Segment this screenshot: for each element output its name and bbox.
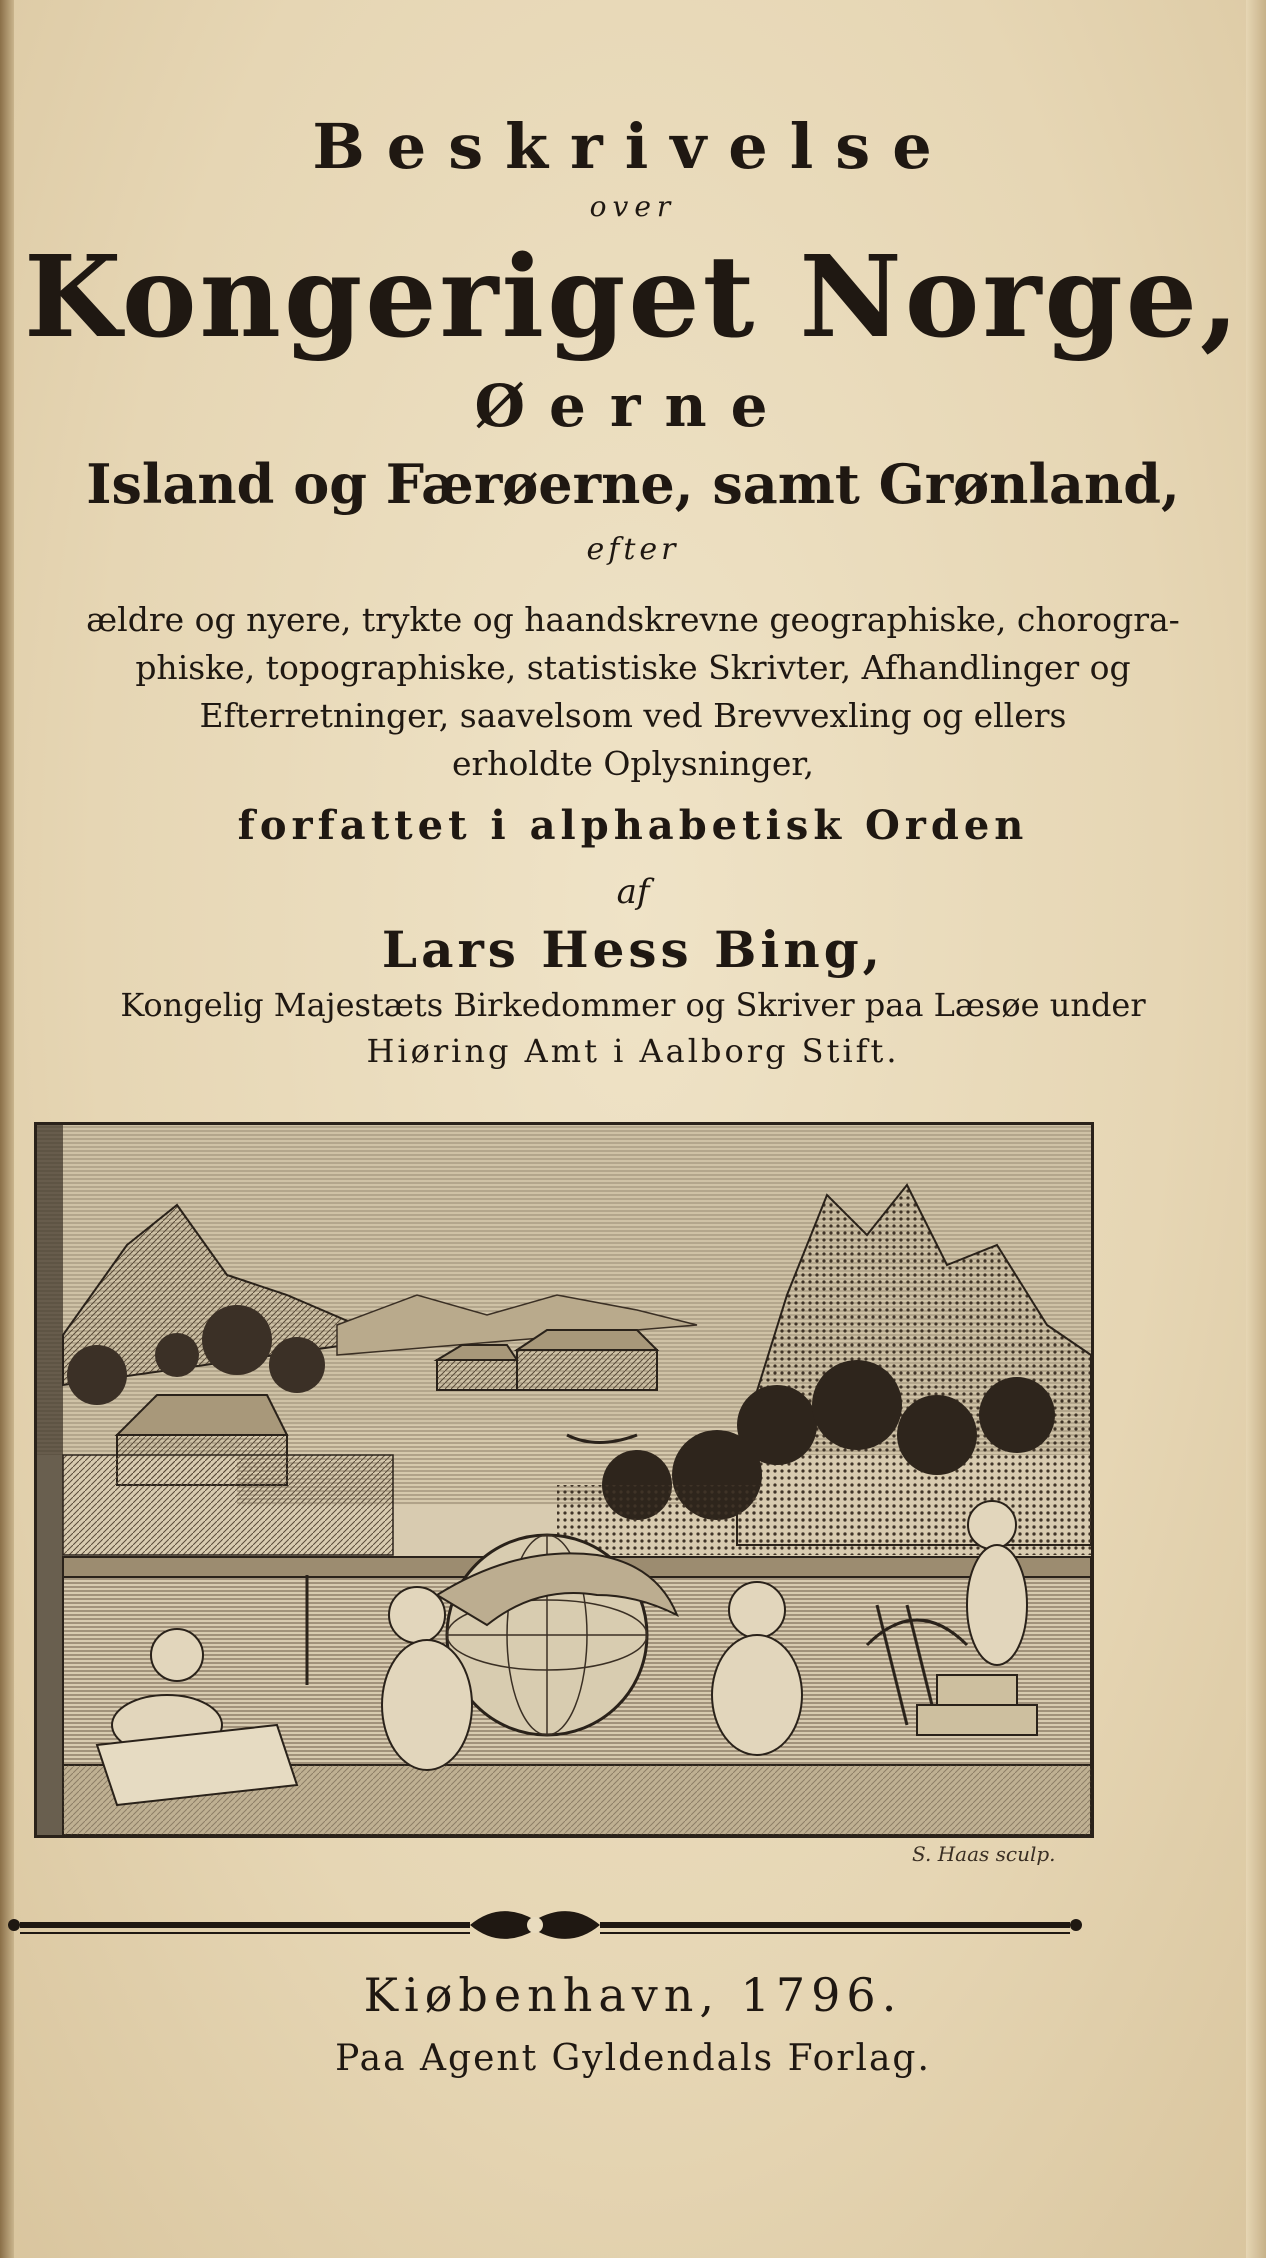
subtitle-line-2: phiske, topographiske, statistiske Skrivter, Afhandlinger og (135, 648, 1131, 687)
imprint-place-date: Kiøbenhavn, 1796. (363, 1968, 903, 2022)
subtitle-line-1: ældre og nyere, trykte og haandskrevne geographiske, chorogra- (86, 600, 1180, 639)
subtitle-line-3: Efterretninger, saavelsom ved Brevvexling og ellers (199, 696, 1067, 735)
title-beskrivelse: Beskrivelse (312, 110, 954, 183)
forfattet-line: forfattet i alphabetisk Orden (237, 802, 1029, 849)
author-title-1: Kongelig Majestæts Birkedommer og Skriver paa Læsøe under (120, 986, 1146, 1024)
title-efter: efter (586, 532, 680, 567)
imprint-publisher: Paa Agent Gyldendals Forlag. (335, 2038, 931, 2079)
af-line: af (616, 872, 650, 912)
author-name: Lars Hess Bing, (381, 920, 885, 979)
engraver-signature: S. Haas sculp. (912, 1842, 1056, 1866)
engraving-illustration (34, 1122, 1094, 1838)
engraving-scene (37, 1125, 1091, 1835)
author-title-2: Hiøring Amt i Aalborg Stift. (366, 1032, 900, 1070)
title-kongeriget-norge: Kongeriget Norge, (23, 232, 1243, 363)
title-island: Island og Færøerne, samt Grønland, (86, 452, 1180, 516)
title-over: over (589, 190, 677, 223)
title-oerne: Øerne (474, 372, 792, 440)
ornamental-rule (0, 1900, 1266, 1950)
subtitle-line-4: erholdte Oplysninger, (451, 744, 815, 783)
